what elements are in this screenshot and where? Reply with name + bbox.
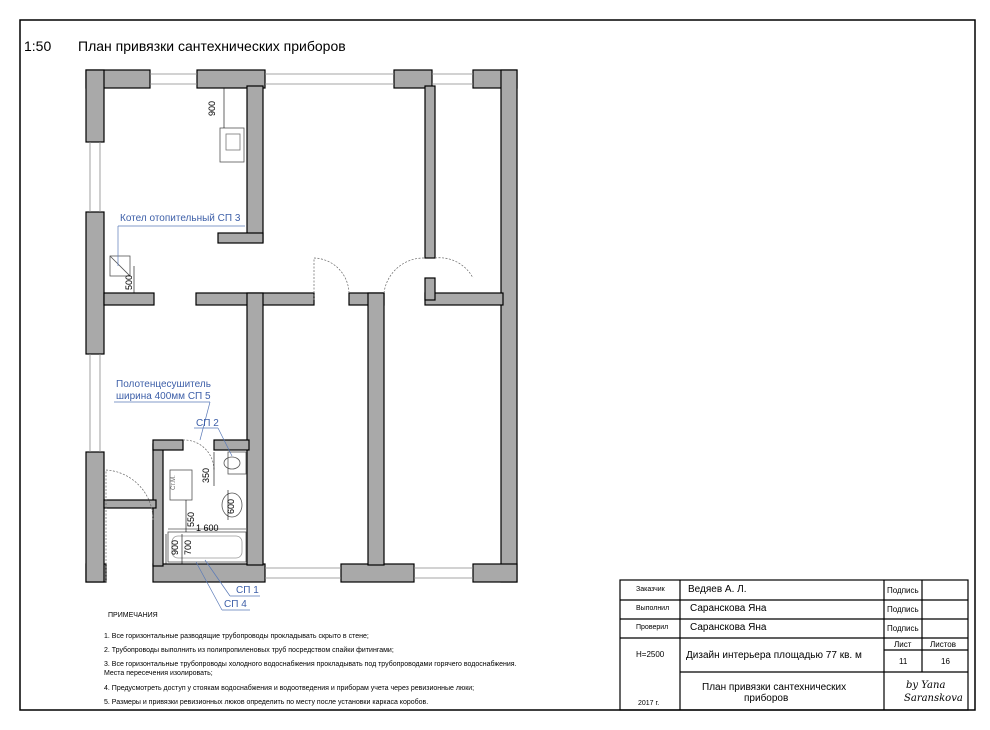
sp4-label: СП 4 bbox=[224, 599, 247, 610]
wall-left-top bbox=[86, 70, 104, 142]
tb-drawing-name-line2: приборов bbox=[744, 693, 789, 704]
wall-bath-top bbox=[153, 440, 183, 450]
dim-550: 550 bbox=[186, 511, 196, 527]
notes-title: ПРИМЕЧАНИЯ bbox=[108, 612, 158, 619]
dim-bath-900: 900 bbox=[170, 539, 180, 555]
tb-year: 2017 г. bbox=[638, 700, 660, 707]
note-4: 4. Предусмотреть доступ у стоякам водоснабжения и водоотведения и приборам учета через ревизионные люки; bbox=[104, 685, 475, 692]
sp2-label: СП 2 bbox=[196, 418, 219, 429]
boiler-label: Котел отопительный СП 3 bbox=[120, 213, 241, 224]
tb-sheet-label: Лист bbox=[894, 640, 912, 649]
dim-bath-1600: 1 600 bbox=[196, 523, 219, 533]
wall-room-divider bbox=[247, 293, 263, 565]
tb-sign-label-2: Подпись bbox=[887, 605, 919, 614]
washer-tag: Ст.М. bbox=[171, 475, 177, 490]
towel-rail-label-line2: ширина 400мм СП 5 bbox=[116, 391, 211, 402]
tb-sign-label-1: Подпись bbox=[887, 586, 919, 595]
wall-room2-right bbox=[368, 293, 384, 565]
tb-customer: Ведяев А. Л. bbox=[688, 584, 747, 595]
wall-bottom-mid bbox=[341, 564, 414, 582]
wall-kitchen-stub bbox=[218, 233, 263, 243]
drawing-scale: 1:50 bbox=[24, 38, 52, 54]
sp1-label: СП 1 bbox=[236, 585, 259, 596]
note-5: 5. Размеры и привязки ревизионных люков определить по месту после установки каркаса коробов. bbox=[104, 699, 429, 706]
wall-left-mid bbox=[86, 212, 104, 354]
note-3: 3. Все горизонтальные трубопроводы холодного водоснабжения прокладывать под трубопроводами горячего водоснабжения. bbox=[104, 661, 517, 668]
tb-height: H=2500 bbox=[636, 650, 665, 659]
wall-corridor-right bbox=[425, 86, 435, 258]
tb-sheet-number: 11 bbox=[899, 657, 908, 666]
note-1: 1. Все горизонтальные разводящие трубопроводы прокладывать скрыто в стене; bbox=[104, 633, 369, 640]
dim-bath-700: 700 bbox=[183, 539, 193, 555]
tb-signature-line2: Saranskova bbox=[904, 693, 963, 704]
dim-sink-900: 900 bbox=[207, 100, 217, 116]
sheet-frame bbox=[20, 20, 975, 710]
tb-sheets-total: 16 bbox=[941, 657, 950, 666]
wall-bottom-right bbox=[473, 564, 517, 582]
wall-left-bottom bbox=[86, 452, 104, 582]
towel-rail-label-line1: Полотенцесушитель bbox=[116, 379, 211, 390]
dim-boiler-500: 500 bbox=[124, 274, 134, 290]
wall-corridor-stub bbox=[425, 278, 435, 300]
wall-bath-top-right bbox=[214, 440, 249, 450]
wall-room3-top bbox=[425, 293, 503, 305]
tb-customer-label: Заказчик bbox=[636, 586, 665, 593]
wall-top-right-pier bbox=[394, 70, 432, 88]
tb-performed-label: Выполнил bbox=[636, 605, 670, 612]
toilet bbox=[228, 452, 246, 474]
tb-drawing-name-line1: План привязки сантехнических bbox=[702, 682, 847, 693]
drawing-title: План привязки сантехнических приборов bbox=[78, 38, 346, 54]
tb-project: Дизайн интерьера площадью 77 кв. м bbox=[686, 650, 862, 661]
wall-kitchen-right bbox=[247, 86, 263, 242]
wall-bottom-bath bbox=[153, 564, 265, 582]
tb-signature-line1: by Yana bbox=[906, 680, 946, 691]
wall-right bbox=[501, 70, 517, 582]
tb-sheets-label: Листов bbox=[930, 640, 956, 649]
dim-toilet-350: 350 bbox=[201, 467, 211, 483]
tb-checker: Саранскова Яна bbox=[690, 622, 767, 633]
wall-entry-stub bbox=[104, 500, 156, 508]
tb-sign-label-3: Подпись bbox=[887, 624, 919, 633]
dim-basin-600: 600 bbox=[226, 498, 236, 514]
fixtures bbox=[110, 128, 246, 562]
note-3-cont: Места пересечения изолировать; bbox=[104, 670, 213, 677]
wall-kitchen-bottom-left bbox=[104, 293, 154, 305]
note-2: 2. Трубопроводы выполнить из полипропиленовых труб посредством спайки фитингами; bbox=[104, 647, 394, 654]
wall-top-mid-left bbox=[197, 70, 265, 88]
tb-performer: Саранскова Яна bbox=[690, 603, 767, 614]
dimension-lines bbox=[134, 88, 246, 564]
tb-checked-label: Проверил bbox=[636, 624, 669, 631]
